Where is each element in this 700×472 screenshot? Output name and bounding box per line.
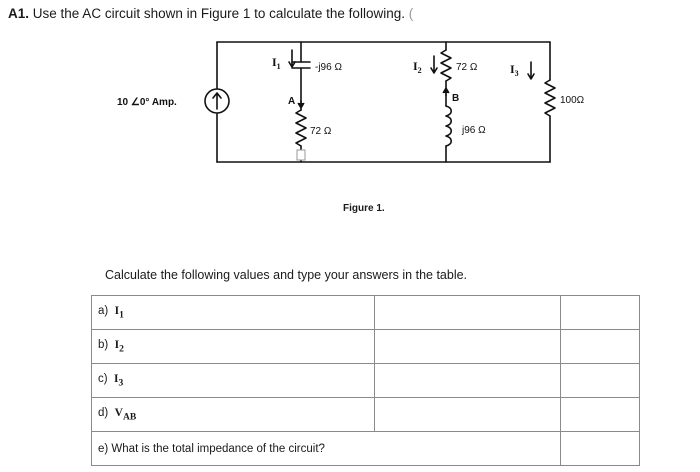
text-cursor: ( bbox=[408, 6, 414, 21]
table-row bbox=[92, 364, 640, 398]
answer-cell[interactable] bbox=[561, 296, 640, 330]
node-a-label: A bbox=[288, 96, 296, 107]
row-label: a) $I_1$ bbox=[92, 296, 375, 330]
arrow-i3 bbox=[528, 62, 534, 79]
answer-cell[interactable] bbox=[561, 364, 640, 398]
table-row bbox=[92, 296, 640, 330]
branch2-inductor-label: j96 Ω bbox=[462, 125, 486, 136]
branch3-resistor bbox=[545, 80, 555, 116]
question-number: A1. bbox=[8, 6, 30, 21]
answer-cell[interactable] bbox=[561, 398, 640, 432]
source-arrow bbox=[213, 93, 221, 109]
table-row bbox=[92, 398, 640, 432]
row-label: d) $V_{AB}$ bbox=[92, 398, 375, 432]
row-label: b) $I_2$ bbox=[92, 330, 375, 364]
current-i2-label: $I_2$ bbox=[413, 59, 422, 75]
row-label-impedance: e) What is the total impedance of the circuit? bbox=[92, 432, 561, 466]
question-text: Use the AC circuit shown in Figure 1 to calculate the following. bbox=[32, 6, 405, 21]
current-i3-label: $I_3$ bbox=[510, 62, 519, 78]
branch2-resistor-label: 72 Ω bbox=[456, 62, 478, 73]
row-label: c) $I_3$ bbox=[92, 364, 375, 398]
table-row bbox=[92, 432, 640, 466]
source-label: 10 ∠0° Amp. bbox=[117, 97, 177, 108]
answer-cell[interactable] bbox=[375, 364, 561, 398]
answer-cell[interactable] bbox=[561, 330, 640, 364]
arrow-i2 bbox=[431, 56, 437, 73]
arrow-node-a bbox=[298, 100, 304, 108]
circuit-diagram bbox=[0, 0, 700, 220]
current-i1-label: $I_1$ bbox=[272, 55, 281, 71]
branch1-capacitor-label: -j96 Ω bbox=[315, 62, 342, 73]
node-b-label: B bbox=[452, 93, 460, 104]
ground-marker bbox=[297, 150, 305, 160]
arrow-i1 bbox=[289, 50, 295, 67]
branch1-resistor-label: 72 Ω bbox=[310, 126, 332, 137]
answer-cell[interactable] bbox=[375, 296, 561, 330]
arrow-node-b bbox=[443, 88, 449, 96]
answer-table bbox=[91, 295, 640, 466]
figure-caption: Figure 1. bbox=[343, 203, 385, 214]
answer-cell[interactable] bbox=[561, 432, 640, 466]
answer-cell[interactable] bbox=[375, 330, 561, 364]
branch1-resistor bbox=[296, 110, 306, 146]
branch2-inductor bbox=[446, 106, 451, 146]
answer-cell[interactable] bbox=[375, 398, 561, 432]
branch2-resistor bbox=[441, 50, 451, 81]
table-row bbox=[92, 330, 640, 364]
branch3-resistor-label: 100Ω bbox=[560, 95, 585, 106]
instruction-text: Calculate the following values and type your answers in the table. bbox=[105, 268, 468, 282]
